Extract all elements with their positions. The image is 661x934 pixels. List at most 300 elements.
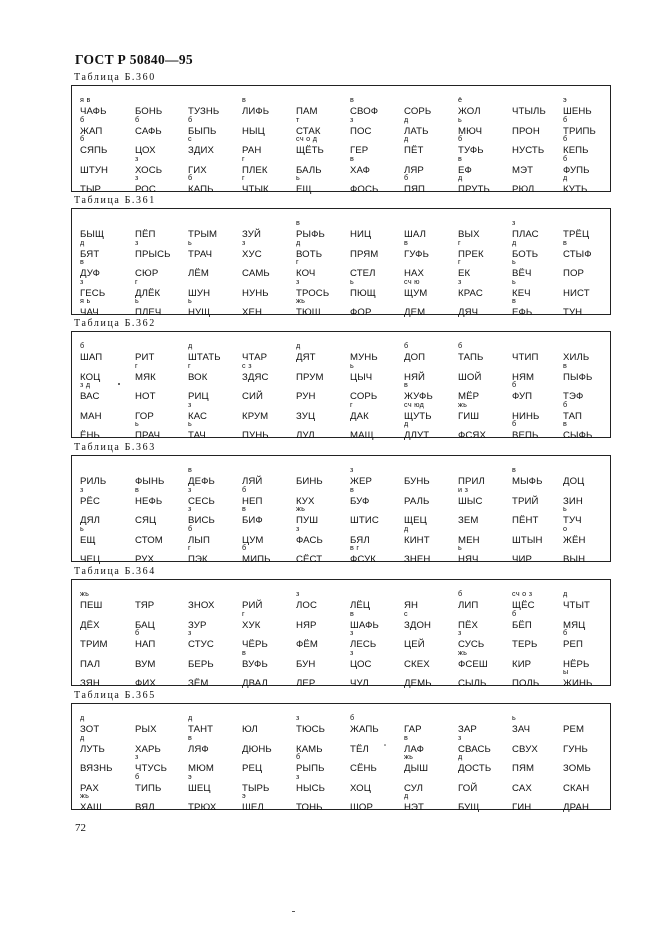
pronunciation-mark: з	[242, 237, 246, 247]
pronunciation-mark: б	[242, 484, 247, 494]
test-word: ХОСЬ	[135, 164, 163, 176]
pronunciation-mark: ь	[458, 114, 463, 124]
test-word: БЫЩ	[80, 229, 105, 240]
test-word: ЗЕМ	[458, 515, 479, 526]
test-word: ЛЁЦ	[350, 600, 371, 611]
word-cell	[453, 419, 507, 441]
test-word: КИР	[512, 658, 532, 670]
test-word: МЫФЬ	[512, 476, 543, 487]
word-table	[71, 455, 611, 565]
test-word: ПЯП	[404, 184, 426, 195]
pronunciation-mark: в	[350, 95, 355, 104]
test-word: ЛЁМ	[188, 268, 209, 279]
word-cell	[237, 791, 291, 813]
test-word: ЁНЬ	[80, 430, 100, 441]
test-word: БЫПЬ	[188, 125, 217, 137]
test-word: РЫПЬ	[296, 763, 325, 774]
test-word: ШЕЦ	[188, 782, 211, 794]
test-word: ДВАЛ	[242, 678, 268, 689]
pronunciation-mark: жь	[404, 752, 414, 761]
word-cell	[183, 791, 237, 813]
test-word: МЮЧ	[458, 125, 483, 137]
test-word: ПРЕК	[458, 248, 484, 260]
test-word: ТРОСЬ	[296, 287, 330, 299]
test-word: ХАРЬ	[135, 743, 161, 755]
word-table	[71, 208, 611, 318]
pronunciation-mark: сч ю	[404, 276, 420, 286]
test-word: ЖЕР	[350, 476, 372, 487]
pronunciation-mark: ь	[563, 504, 568, 513]
pronunciation-mark: ь	[135, 419, 140, 428]
test-word: КОЧ	[296, 268, 316, 279]
test-word: ЗУР	[188, 619, 207, 631]
test-word: ЗАЧ	[512, 724, 531, 735]
pronunciation-mark: з	[350, 114, 354, 124]
pronunciation-mark: д	[458, 752, 463, 761]
test-word: ПУШ	[296, 515, 319, 526]
word-cell	[291, 667, 345, 689]
word-cell	[75, 667, 129, 689]
test-word: ШЫС	[458, 495, 483, 507]
pronunciation-mark: ь	[80, 523, 85, 533]
test-word: МУНЬ	[350, 352, 378, 363]
pronunciation-mark: д	[563, 173, 568, 182]
test-word: ЦЕЙ	[404, 639, 425, 650]
test-word: ТРЮХ	[188, 802, 217, 813]
test-word: РЫФЬ	[296, 229, 325, 240]
pronunciation-mark: в	[296, 218, 301, 227]
pronunciation-mark: ь	[350, 360, 355, 370]
test-word: ВЯЛ	[135, 802, 155, 813]
test-word: ГЕР	[350, 145, 369, 156]
test-word: ТЫРЬ	[242, 782, 270, 794]
pronunciation-mark: б	[80, 114, 85, 124]
test-word: ПАЛ	[80, 658, 101, 670]
table-caption: Таблица Б.363	[74, 442, 156, 453]
test-word: БИНЬ	[296, 476, 323, 487]
test-word: БАЛЬ	[296, 164, 322, 176]
test-word: ХУС	[242, 248, 262, 260]
test-word: НУНЬ	[242, 287, 269, 299]
pronunciation-mark: д	[188, 713, 193, 722]
test-word: ШАП	[80, 352, 103, 363]
test-word: МЭТ	[512, 164, 534, 176]
test-word: ЖАПЬ	[350, 724, 379, 735]
test-word: ГИН	[512, 802, 532, 813]
test-word: НЕП	[242, 495, 263, 507]
test-word: ФСУК	[350, 554, 376, 565]
test-word: РЮЛ	[512, 184, 535, 195]
pronunciation-mark: з	[296, 713, 300, 722]
pronunciation-mark: с	[404, 608, 408, 618]
pronunciation-mark: в	[80, 257, 85, 266]
test-word: РЕЦ	[242, 763, 263, 774]
test-word: ПЫФЬ	[563, 371, 593, 383]
test-word: ЛЕСЬ	[350, 639, 377, 650]
test-word: ЖИНЬ	[563, 678, 593, 689]
test-word: КОЦ	[80, 371, 101, 383]
test-word: ГИХ	[188, 164, 207, 176]
pronunciation-mark: я ь	[80, 296, 91, 305]
test-word: ТРЁЦ	[563, 229, 590, 240]
pronunciation-mark: з	[512, 218, 516, 227]
test-word: СЮР	[135, 268, 159, 279]
test-word: ЖОЛ	[458, 106, 481, 117]
test-word: ЗДОН	[404, 619, 432, 631]
test-word: ЩЁТЬ	[296, 145, 324, 156]
test-word: ПРУТЬ	[458, 184, 490, 195]
test-word: НОТ	[135, 391, 156, 402]
pronunciation-mark: з	[350, 465, 354, 474]
test-word: КИНТ	[404, 534, 430, 546]
test-word: ФУП	[512, 391, 533, 402]
test-word: КУТЬ	[563, 184, 588, 195]
pronunciation-mark: б	[135, 771, 140, 781]
word-cell	[558, 173, 612, 195]
test-word: ЦОС	[350, 658, 372, 670]
test-word: МАН	[80, 410, 102, 422]
word-cell	[183, 543, 237, 565]
test-word: ПЁНТ	[512, 515, 539, 526]
pronunciation-mark: б	[80, 134, 85, 143]
pronunciation-mark: б	[296, 752, 301, 761]
pronunciation-mark: б	[563, 628, 568, 637]
pronunciation-mark: сч о д	[296, 134, 318, 143]
test-word: ПРОН	[512, 125, 540, 137]
test-word: ЖЁН	[563, 534, 586, 546]
test-word: МЯК	[135, 371, 156, 383]
test-word: ЗУЦ	[296, 410, 316, 422]
test-word: ТУЧ	[563, 515, 582, 526]
test-word: ДЕФЬ	[188, 476, 215, 487]
test-word: ЧАЧ	[80, 307, 99, 318]
pronunciation-mark: б	[458, 341, 463, 350]
word-cell	[183, 173, 237, 195]
pronunciation-mark: в	[563, 237, 568, 247]
test-word: ЗДИХ	[188, 145, 214, 156]
pronunciation-mark: с з	[242, 360, 252, 370]
test-word: ТРЫМ	[188, 229, 218, 240]
test-word: ШТЫН	[512, 534, 543, 546]
pronunciation-mark: з	[296, 523, 300, 533]
pronunciation-mark: з	[135, 153, 139, 163]
test-word: БЁП	[512, 619, 532, 631]
test-word: ПАМ	[296, 106, 318, 117]
pronunciation-mark: т	[296, 114, 300, 124]
word-cell	[558, 543, 612, 565]
test-word: КРАС	[458, 287, 483, 299]
test-word: ЧТАР	[242, 352, 268, 363]
test-word: ЛУТЬ	[80, 743, 105, 755]
pronunciation-mark: б	[188, 114, 193, 124]
test-word: ПЁХ	[458, 619, 478, 631]
test-word: ЗЯН	[80, 678, 100, 689]
test-word: ВОТЬ	[296, 248, 323, 260]
test-word: ТЮШ	[296, 307, 321, 318]
word-cell	[130, 543, 184, 565]
test-word: ЖАП	[80, 125, 103, 137]
pronunciation-mark: б	[80, 341, 85, 350]
test-word: ТРАЧ	[188, 248, 213, 260]
pronunciation-mark: д	[404, 134, 409, 143]
pronunciation-mark: жь	[80, 589, 90, 598]
pronunciation-mark: д	[80, 713, 85, 722]
pronunciation-mark: з	[296, 276, 300, 286]
test-word: ГУНЬ	[563, 743, 588, 755]
pronunciation-mark: з	[80, 484, 84, 494]
test-word: ЩЕЦ	[404, 515, 427, 526]
test-word: НИЦ	[350, 229, 372, 240]
test-word: ХАФ	[350, 164, 371, 176]
pronunciation-mark: в	[188, 732, 193, 742]
test-word: ТУН	[563, 307, 583, 318]
test-word: ДЛУТ	[404, 430, 430, 441]
test-word: ЗАР	[458, 724, 477, 735]
word-cell	[130, 667, 184, 689]
test-word: ТЯР	[135, 600, 155, 611]
word-cell	[130, 419, 184, 441]
test-word: ПРУМ	[296, 371, 324, 383]
word-cell	[507, 543, 561, 565]
word-cell	[75, 173, 129, 195]
pronunciation-mark: б	[512, 419, 517, 428]
test-word: ДРАН	[563, 802, 589, 813]
word-cell	[291, 791, 345, 813]
test-word: КАПЬ	[188, 184, 214, 195]
test-word: ЛЕР	[296, 678, 316, 689]
test-word: САФЬ	[135, 125, 162, 137]
test-word: ЛАФ	[404, 743, 424, 755]
test-word: НУЩ	[188, 307, 211, 318]
test-word: ЧТЫЛЬ	[512, 106, 546, 117]
test-word: ТУЗНЬ	[188, 106, 220, 117]
test-word: БЕРЬ	[188, 658, 214, 670]
test-word: ДАК	[350, 410, 369, 422]
pronunciation-mark: б	[350, 713, 355, 722]
pronunciation-mark: б	[563, 153, 568, 163]
test-word: ШТИС	[350, 515, 379, 526]
pronunciation-mark: д	[296, 237, 301, 247]
test-word: СУЛ	[404, 782, 423, 794]
test-word: БЯТ	[80, 248, 100, 260]
test-word: РАЛЬ	[404, 495, 430, 507]
test-word: ЮЛ	[242, 724, 258, 735]
pronunciation-mark: д	[296, 341, 301, 350]
pronunciation-mark: з	[188, 504, 192, 513]
test-word: ХОЦ	[350, 782, 371, 794]
pronunciation-mark: д	[404, 419, 409, 428]
test-word: ХУК	[242, 619, 261, 631]
test-word: ЧТЫТ	[563, 600, 591, 611]
test-word: ТУФЬ	[458, 145, 484, 156]
test-word: КАС	[188, 410, 208, 422]
test-word: ПЯМ	[512, 763, 535, 774]
test-word: БОТЬ	[512, 248, 539, 260]
word-cell	[399, 791, 453, 813]
test-word: СИЙ	[242, 391, 264, 402]
table-caption: Таблица Б.361	[74, 195, 156, 206]
pronunciation-mark: г	[242, 153, 245, 163]
word-cell	[453, 543, 507, 565]
test-word: ВОК	[188, 371, 208, 383]
test-word: КУХ	[296, 495, 315, 507]
test-word: ЩУТЬ	[404, 410, 432, 422]
test-word: ЧАФЬ	[80, 106, 107, 117]
test-word: ЦОХ	[135, 145, 156, 156]
pronunciation-mark: з	[188, 399, 192, 409]
pronunciation-mark: в	[350, 484, 355, 494]
word-cell	[237, 173, 291, 195]
test-word: МЁР	[458, 391, 480, 402]
test-word: ВУФЬ	[242, 658, 268, 670]
pronunciation-mark: б	[188, 523, 193, 533]
pronunciation-mark: б	[458, 134, 463, 143]
word-cell	[507, 667, 561, 689]
test-word: ШОР	[350, 802, 373, 813]
word-cell	[183, 296, 237, 318]
test-word: ЧТИП	[512, 352, 539, 363]
scan-speck	[292, 911, 295, 912]
test-word: ТЭФ	[563, 391, 584, 402]
pronunciation-mark: ь	[296, 173, 301, 182]
test-word: ЧИР	[512, 554, 532, 565]
test-word: ШУН	[188, 287, 211, 299]
test-word: ЕЩ	[296, 184, 312, 195]
word-cell	[345, 791, 399, 813]
test-word: ХЕН	[242, 307, 263, 318]
test-word: СТАК	[296, 125, 321, 137]
test-word: ПЛАС	[512, 229, 539, 240]
test-word: МЮМ	[188, 763, 214, 774]
test-word: БАЦ	[135, 619, 155, 631]
test-word: ТАПЬ	[458, 352, 484, 363]
test-word: ПЛЕЧ	[135, 307, 162, 318]
test-word: ВЫН	[563, 554, 586, 565]
word-cell	[130, 296, 184, 318]
test-word: ПОС	[350, 125, 372, 137]
pronunciation-mark: з	[296, 589, 300, 598]
test-word: ПОР	[563, 268, 585, 279]
word-table	[71, 331, 611, 441]
pronunciation-mark: г	[242, 608, 245, 618]
test-word: РИЛЬ	[80, 476, 107, 487]
word-cell	[453, 791, 507, 813]
pronunciation-mark: д	[188, 341, 193, 350]
test-word: ЛЯР	[404, 164, 424, 176]
pronunciation-mark: з	[350, 647, 354, 657]
test-word: СЁНЬ	[350, 763, 377, 774]
test-word: СТЕЛ	[350, 268, 376, 279]
pronunciation-mark: в	[350, 608, 355, 618]
word-cell	[237, 667, 291, 689]
test-word: СЫФЬ	[563, 430, 593, 441]
test-word: ЩЁС	[512, 600, 535, 611]
test-word: ТЕРЬ	[512, 639, 538, 650]
test-word: РОС	[135, 184, 156, 195]
test-word: ЗОТ	[80, 724, 100, 735]
test-word: ПЕШ	[80, 600, 103, 611]
test-word: ПРАЧ	[135, 430, 161, 441]
test-word: САХ	[512, 782, 532, 794]
test-word: НЫЦ	[242, 125, 265, 137]
test-word: ПЁТ	[404, 145, 424, 156]
test-word: ВЯЗНЬ	[80, 763, 113, 774]
test-word: ХАШ	[80, 802, 102, 813]
test-word: ВЁЧ	[512, 268, 532, 279]
test-word: ЯН	[404, 600, 419, 611]
page-number: 72	[75, 822, 86, 834]
pronunciation-mark: з	[458, 276, 462, 286]
pronunciation-mark: жь	[296, 296, 306, 305]
test-word: ВАС	[80, 391, 100, 402]
pronunciation-mark: ё	[458, 95, 463, 104]
pronunciation-mark: в	[404, 380, 409, 389]
word-cell	[345, 667, 399, 689]
test-word: ТАЧ	[188, 430, 206, 441]
pronunciation-mark: ь	[188, 237, 193, 247]
test-word: ПРЯМ	[350, 248, 379, 260]
test-word: ЛУЛ	[296, 430, 315, 441]
test-word: НЁРЬ	[563, 658, 590, 670]
pronunciation-mark: я в	[80, 95, 91, 104]
test-word: СЯЦ	[135, 515, 157, 526]
test-word: ШОЙ	[458, 371, 482, 383]
pronunciation-mark: д	[512, 237, 517, 247]
test-word: ЗОМЬ	[563, 763, 591, 774]
word-cell	[558, 791, 612, 813]
pronunciation-mark: в	[135, 484, 140, 494]
pronunciation-mark: з д	[80, 380, 91, 389]
word-cell	[399, 296, 453, 318]
pronunciation-mark: жь	[296, 504, 306, 513]
word-cell	[558, 667, 612, 689]
table-caption: Таблица Б.362	[74, 318, 156, 329]
pronunciation-mark: д	[404, 114, 409, 124]
test-word: НИНЬ	[512, 410, 540, 422]
test-word: ШАЛ	[404, 229, 426, 240]
pronunciation-mark: ь	[512, 713, 517, 722]
test-word: ЗНОХ	[188, 600, 215, 611]
pronunciation-mark: э	[242, 791, 246, 800]
test-word: ГАР	[404, 724, 422, 735]
test-word: ФУПЬ	[563, 164, 590, 176]
pronunciation-mark: б	[512, 380, 517, 389]
pronunciation-mark: з	[135, 173, 139, 182]
test-word: ЕФ	[458, 164, 472, 176]
test-word: БЯЛ	[350, 534, 370, 546]
test-word: РИТ	[135, 352, 155, 363]
test-word: КРУМ	[242, 410, 269, 422]
test-word: БУЩ	[458, 802, 480, 813]
test-word: РИЦ	[188, 391, 209, 402]
test-word: НАХ	[404, 268, 425, 279]
test-word: ДЯЛ	[80, 515, 101, 526]
test-word: ПРЫСЬ	[135, 248, 171, 260]
test-word: СЫЛЬ	[458, 678, 487, 689]
word-cell	[130, 791, 184, 813]
test-word: ФОСЬ	[350, 184, 379, 195]
test-word: ТЮСЬ	[296, 724, 326, 735]
test-word: ТРИЙ	[512, 495, 539, 507]
pronunciation-mark: г	[135, 360, 138, 370]
word-cell	[291, 419, 345, 441]
test-word: БУНЬ	[404, 476, 430, 487]
word-cell	[345, 296, 399, 318]
pronunciation-mark: з	[458, 628, 462, 637]
pronunciation-mark: з	[458, 732, 462, 742]
word-cell	[75, 543, 129, 565]
test-word: ФОР	[350, 307, 372, 318]
